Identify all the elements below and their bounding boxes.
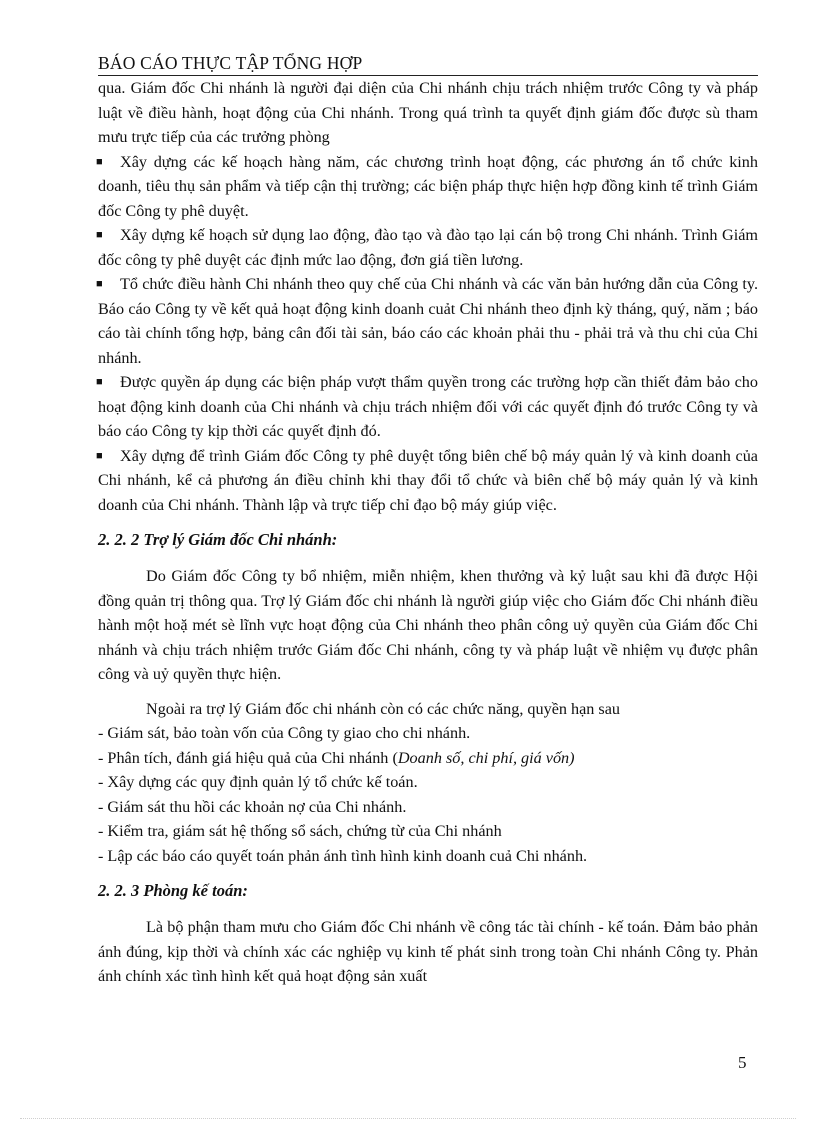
bullet-square-icon: ■ <box>96 376 103 388</box>
bullet-item <box>98 150 758 224</box>
bullet-text: Xây dựng kế hoạch sử dụng lao động, đào tạo và đào tạo lại cán bộ trong Chi nhánh. Trình Giám đốc công ty phê duyệt các định mức lao động, đơn giá tiền lương. <box>98 226 758 269</box>
assistant-director-paragraph: Do Giám đốc Công ty bổ nhiệm, miễn nhiệm, khen thưởng và kỷ luật sau khi đã được Hội đồng quản trị thông qua. Trợ lý Giám đốc chi nhánh là người giúp việc cho Giám đốc Chi nhánh điều hành một hoặ mét sè lĩnh vực hoạt động của Chi nhánh theo phân công uỷ quyền của Giám đốc Chi nhánh và chịu trách nhiệm trước Giám đốc Chi nhánh, công ty và pháp luật về nhiệm vụ được phân công và uỷ quyền thực hiện. <box>98 567 758 683</box>
duty-item: - Lập các báo cáo quyết toán phản ánh tình hình kinh doanh cuả Chi nhánh. <box>98 846 588 865</box>
bullet-item <box>98 370 758 444</box>
bullet-item <box>98 444 758 518</box>
section-heading-accounting: 2. 2. 3 Phòng kế toán: <box>98 881 248 900</box>
footer-divider <box>20 1118 796 1119</box>
document-body <box>98 76 758 989</box>
bullet-text: Xây dựng để trình Giám đốc Công ty phê duyệt tổng biên chế bộ máy quản lý và kinh doanh của Chi nhánh, kể cả phương án điều chỉnh khi thay đổi tổ chức và biên chế bộ máy quản lý và kinh doanh của Chi nhánh. Thành lập và trực tiếp chỉ đạo bộ máy giúp việc. <box>98 446 758 514</box>
section-heading-assistant-director: 2. 2. 2 Trợ lý Giám đốc Chi nhánh: <box>98 530 338 549</box>
bullet-square-icon: ■ <box>96 229 103 241</box>
bullet-text: Tổ chức điều hành Chi nhánh theo quy chế của Chi nhánh và các văn bản hướng dẫn của Công ty. Báo cáo Công ty về kết quả hoạt động kinh doanh cuảt Chi nhánh theo định kỳ tháng, quý, năm ; báo cáo tài chính tổng hợp, bảng cân đối tài sản, báo cáo các khoản phải thu - phải trả và thu chi của Chi nhánh. <box>98 275 758 367</box>
duty-item: - Giám sát, bảo toàn vốn của Công ty giao cho chi nhánh. <box>98 724 471 742</box>
intro-paragraph: qua. Giám đốc Chi nhánh là người đại diện của Chi nhánh chịu trách nhiệm trước Công ty và pháp luật về điều hành, hoạt động của Chi nhánh. Trong quá trình ta quyết định giám đốc được sù tham mưu trực tiếp của các trưởng phòng <box>98 79 758 146</box>
bullet-square-icon: ■ <box>96 278 103 290</box>
duty-item: - Giám sát thu hồi các khoản nợ của Chi nhánh. <box>98 797 407 816</box>
bullet-text: Xây dựng các kế hoạch hàng năm, các chương trình hoạt động, các phương án tổ chức kinh doanh, tiêu thụ sản phẩm và tiếp cận thị trường; các biện pháp thực hiện hợp đồng kinh tế trình Giám đốc Công ty phê duyệt. <box>98 152 758 220</box>
bullet-square-icon: ■ <box>96 449 103 462</box>
duty-item-italic: Doanh số, chi phí, giá vốn) <box>397 748 575 767</box>
assistant-director-duties-intro: Ngoài ra trợ lý Giám đốc chi nhánh còn có các chức năng, quyền hạn sau <box>146 699 621 718</box>
spacer <box>98 687 758 697</box>
bullet-item <box>98 223 758 272</box>
page-number: 5 <box>738 1053 747 1072</box>
bullet-text: Được quyền áp dụng các biện pháp vượt thẩm quyền trong các trường hợp cần thiết đảm bảo cho hoạt động kinh doanh của Chi nhánh và chịu trách nhiệm đối với các quyết định đó trước Công ty và báo cáo Công ty kịp thời các quyết định đó. <box>98 373 758 440</box>
accounting-paragraph: Là bộ phận tham mưu cho Giám đốc Chi nhánh về công tác tài chính - kế toán. Đảm bảo phản ánh đúng, kịp thời và chính xác các nghiệp vụ kinh tế phát sinh trong toàn Chi nhánh Công ty. Phản ánh chính xác tình hình kết quả hoạt động sản xuất <box>98 918 758 985</box>
bullet-square-icon: ■ <box>96 155 103 168</box>
duty-item <box>98 746 758 771</box>
duty-item: - Kiểm tra, giám sát hệ thống sổ sách, chứng từ của Chi nhánh <box>98 822 502 840</box>
duty-item: - Xây dựng các quy định quản lý tổ chức kế toán. <box>98 773 418 791</box>
page-header: BÁO CÁO THỰC TẬP TỔNG HỢP <box>98 52 758 76</box>
duty-item-text: - Phân tích, đánh giá hiệu quả của Chi nhánh ( <box>98 748 398 767</box>
bullet-item <box>98 272 758 370</box>
